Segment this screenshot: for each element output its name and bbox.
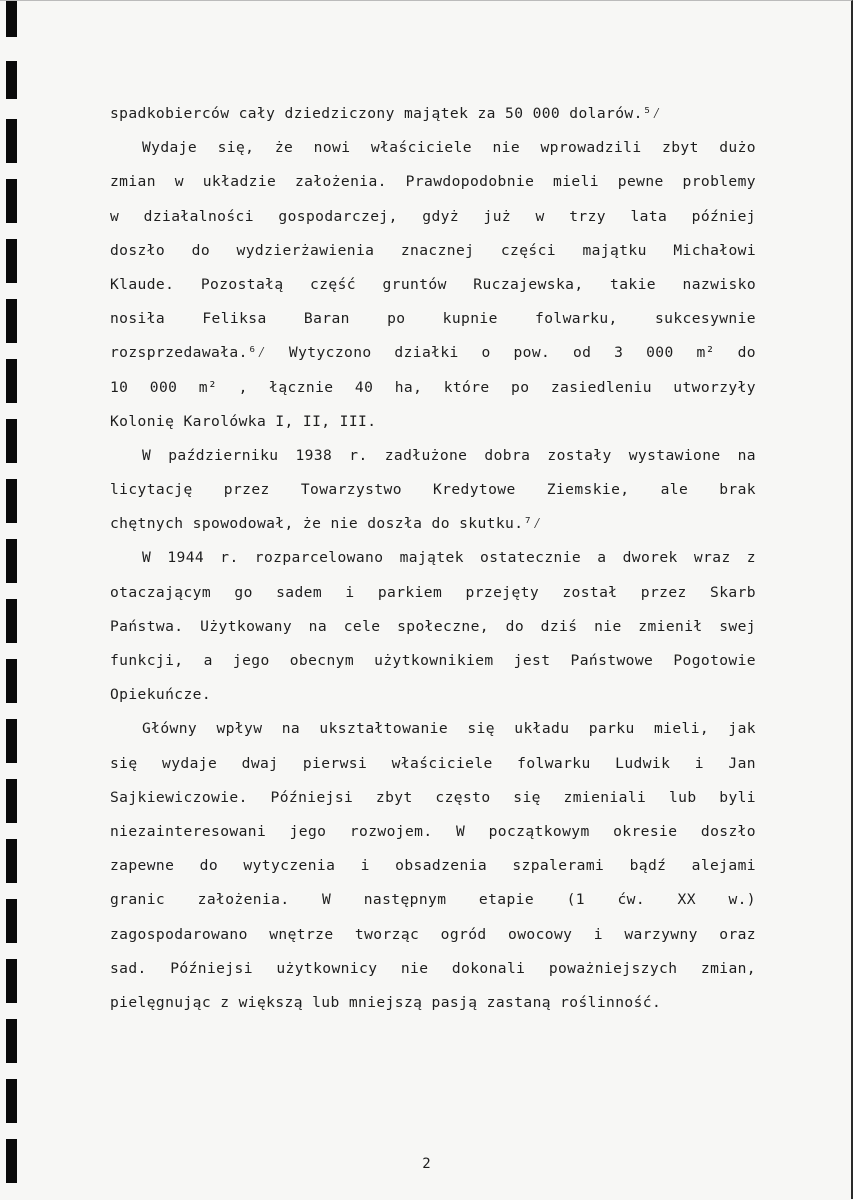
- binder-hole: [6, 479, 17, 523]
- binder-hole: [6, 119, 17, 163]
- text-line: otaczającym go sadem i parkiem przejęty został przez Skarb: [110, 583, 756, 601]
- text-line: pielęgnując z większą lub mniejszą pasją zastaną roślinność.: [110, 993, 662, 1011]
- binder-hole: [6, 599, 17, 643]
- text-line: w działalności gospodarczej, gdyż już w trzy lata później: [110, 207, 756, 225]
- text-line: zapewne do wytyczenia i obsadzenia szpalerami bądź alejami: [110, 857, 756, 875]
- text-line: Opiekuńcze.: [110, 686, 212, 704]
- text-line: Kolonię Karolówka I, II, III.: [110, 412, 377, 430]
- binder-hole: [6, 899, 17, 943]
- page-number: 2: [422, 1156, 431, 1172]
- text-line: Państwa. Użytkowany na cele społeczne, do dziś nie zmienił swej: [110, 617, 756, 635]
- text-line: licytację przez Towarzystwo Kredytowe Ziemskie, ale brak: [110, 481, 756, 499]
- text-line: chętnych spowodował, że nie doszła do skutku.⁷⁄: [110, 515, 542, 533]
- binder-hole: [6, 1019, 17, 1063]
- text-line: zmian w układzie założenia. Prawdopodobnie mieli pewne problemy: [110, 173, 756, 191]
- text-line: funkcji, a jego obecnym użytkownikiem jest Państwowe Pogotowie: [110, 652, 756, 669]
- binder-holes-strip: [0, 1, 20, 1200]
- text-line: się wydaje dwaj pierwsi właściciele folwarku Ludwik i Jan: [110, 754, 756, 772]
- binder-hole: [6, 959, 17, 1003]
- binder-hole: [6, 359, 17, 403]
- text-line: W 1944 r. rozparcelowano majątek ostatecznie a dworek wraz z: [142, 549, 756, 567]
- binder-hole: [6, 179, 17, 223]
- text-line: sad. Późniejsi użytkownicy nie dokonali poważniejszych zmian,: [110, 959, 756, 977]
- text-line: 10 000 m² , łącznie 40 ha, które po zasiedleniu utworzyły: [110, 378, 756, 396]
- binder-hole: [6, 1, 17, 37]
- binder-hole: [6, 61, 17, 99]
- binder-hole: [6, 299, 17, 343]
- binder-hole: [6, 839, 17, 883]
- text-line: Klaude. Pozostałą część gruntów Ruczajewska, takie nazwisko: [110, 275, 756, 293]
- text-line: niezainteresowani jego rozwojem. W początkowym okresie doszło: [110, 822, 756, 840]
- text-line: zagospodarowano wnętrze tworząc ogród owocowy i warzywny oraz: [110, 925, 756, 943]
- binder-hole: [6, 719, 17, 763]
- binder-hole: [6, 419, 17, 463]
- text-line: Główny wpływ na ukształtowanie się układu parku mieli, jak: [142, 720, 756, 738]
- binder-hole: [6, 779, 17, 823]
- binder-hole: [6, 1079, 17, 1123]
- binder-hole: [6, 539, 17, 583]
- text-line: granic założenia. W następnym etapie (1 ćw. XX w.): [110, 891, 756, 909]
- text-line: nosiła Feliksa Baran po kupnie folwarku, sukcesywnie: [110, 310, 756, 328]
- text-line: W październiku 1938 r. zadłużone dobra zostały wystawione na: [142, 446, 756, 464]
- binder-hole: [6, 239, 17, 283]
- text-line: Sajkiewiczowie. Późniejsi zbyt często się zmieniali lub byli: [110, 788, 756, 806]
- text-line: doszło do wydzierżawienia znacznej części majątku Michałowi: [110, 241, 756, 259]
- binder-hole: [6, 659, 17, 703]
- text-line: Wydaje się, że nowi właściciele nie wprowadzili zbyt dużo: [142, 139, 756, 157]
- text-line: spadkobierców cały dziedziczony majątek za 50 000 dolarów.⁵⁄: [110, 105, 662, 122]
- text-line: rozsprzedawała.⁶⁄ Wytyczono działki o pow. od 3 000 m² do: [110, 344, 756, 362]
- body-text: [110, 97, 756, 1020]
